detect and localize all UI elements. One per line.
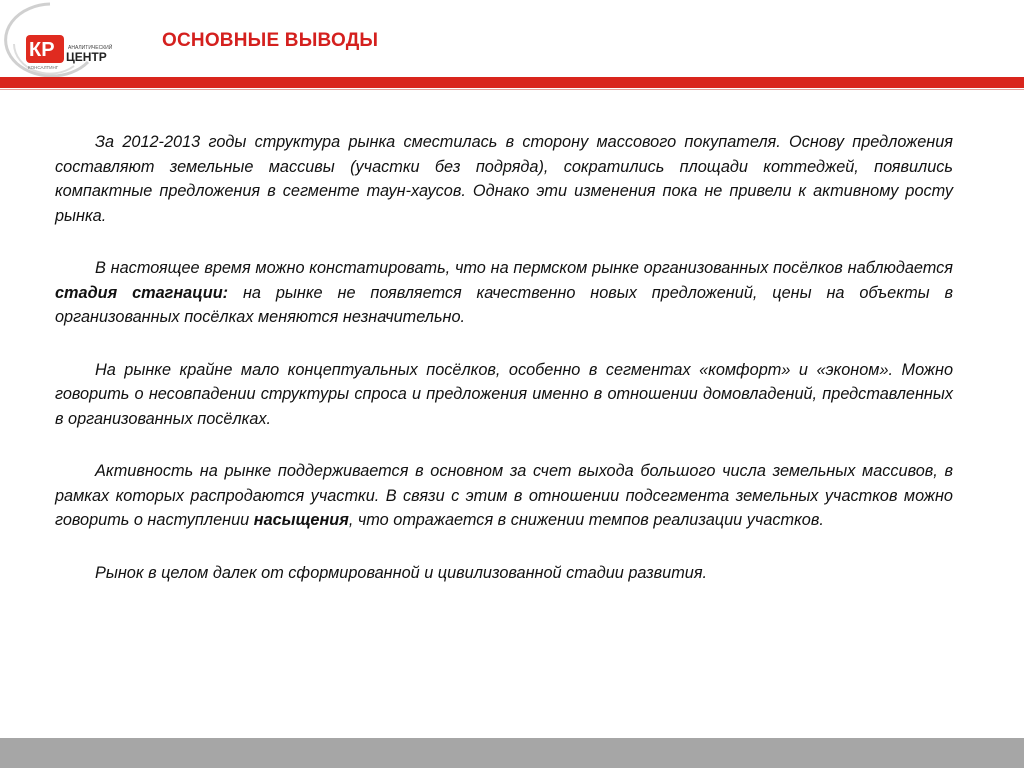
paragraph-2-text-start: В настоящее время можно констатировать, что на пермском рынке организованных посёлков наблюдается bbox=[95, 259, 953, 277]
logo-main-text: ЦЕНТР bbox=[66, 50, 107, 64]
logo-sub-text: КОНСАЛТИНГ bbox=[28, 65, 59, 70]
paragraph-4-emphasis: насыщения bbox=[253, 511, 349, 529]
header-divider bbox=[0, 89, 1024, 90]
paragraph-2-emphasis: стадия стагнации: bbox=[55, 283, 229, 302]
logo-initials: КР bbox=[29, 39, 55, 61]
paragraph-2 bbox=[55, 256, 953, 330]
logo-top-text: АНАЛИТИЧЕСКИЙ bbox=[68, 45, 113, 51]
paragraph-4 bbox=[55, 459, 953, 533]
paragraph-1-text: За 2012-2013 годы структура рынка сместилась в сторону массового покупателя. Основу предложения составляют земельные массивы (участки без подряда), сократились площади коттеджей, появились компактные предложения в сегменте таун-хаусов. Однако эти изменения пока не привели к активному росту рынка. bbox=[55, 133, 953, 225]
paragraph-3 bbox=[55, 358, 953, 432]
company-logo bbox=[0, 0, 140, 78]
paragraph-5 bbox=[55, 561, 953, 586]
paragraph-2-text-end: на рынке не появляется качественно новых предложений, цены на объекты в организованных посёлках меняются незначительно. bbox=[55, 283, 954, 326]
logo-graphic bbox=[0, 0, 140, 78]
page-title: ОСНОВНЫЕ ВЫВОДЫ bbox=[162, 30, 379, 51]
paragraph-1 bbox=[55, 130, 953, 228]
conclusions-body bbox=[55, 130, 953, 613]
footer-bar bbox=[0, 738, 1024, 768]
paragraph-3-text: На рынке крайне мало концептуальных посёлков, особенно в сегментах «комфорт» и «эконом». Можно говорить о несовпадении структуры спроса и предложения именно в отношении домовладений, представленных в организованных посёлках. bbox=[55, 360, 953, 428]
paragraph-4-text-end: , что отражается в снижении темпов реализации участков. bbox=[348, 511, 824, 529]
paragraph-5-text: Рынок в целом далек от сформированной и цивилизованной стадии развития. bbox=[95, 563, 708, 582]
header-accent-bar bbox=[0, 77, 1024, 88]
paragraph-4-text-start: Активность на рынке поддерживается в основном за счет выхода большого числа земельных массивов, в рамках которых распродаются участки. В связи с этим в отношении подсегмента земельных участков можно говорить о наступлении bbox=[55, 462, 953, 529]
